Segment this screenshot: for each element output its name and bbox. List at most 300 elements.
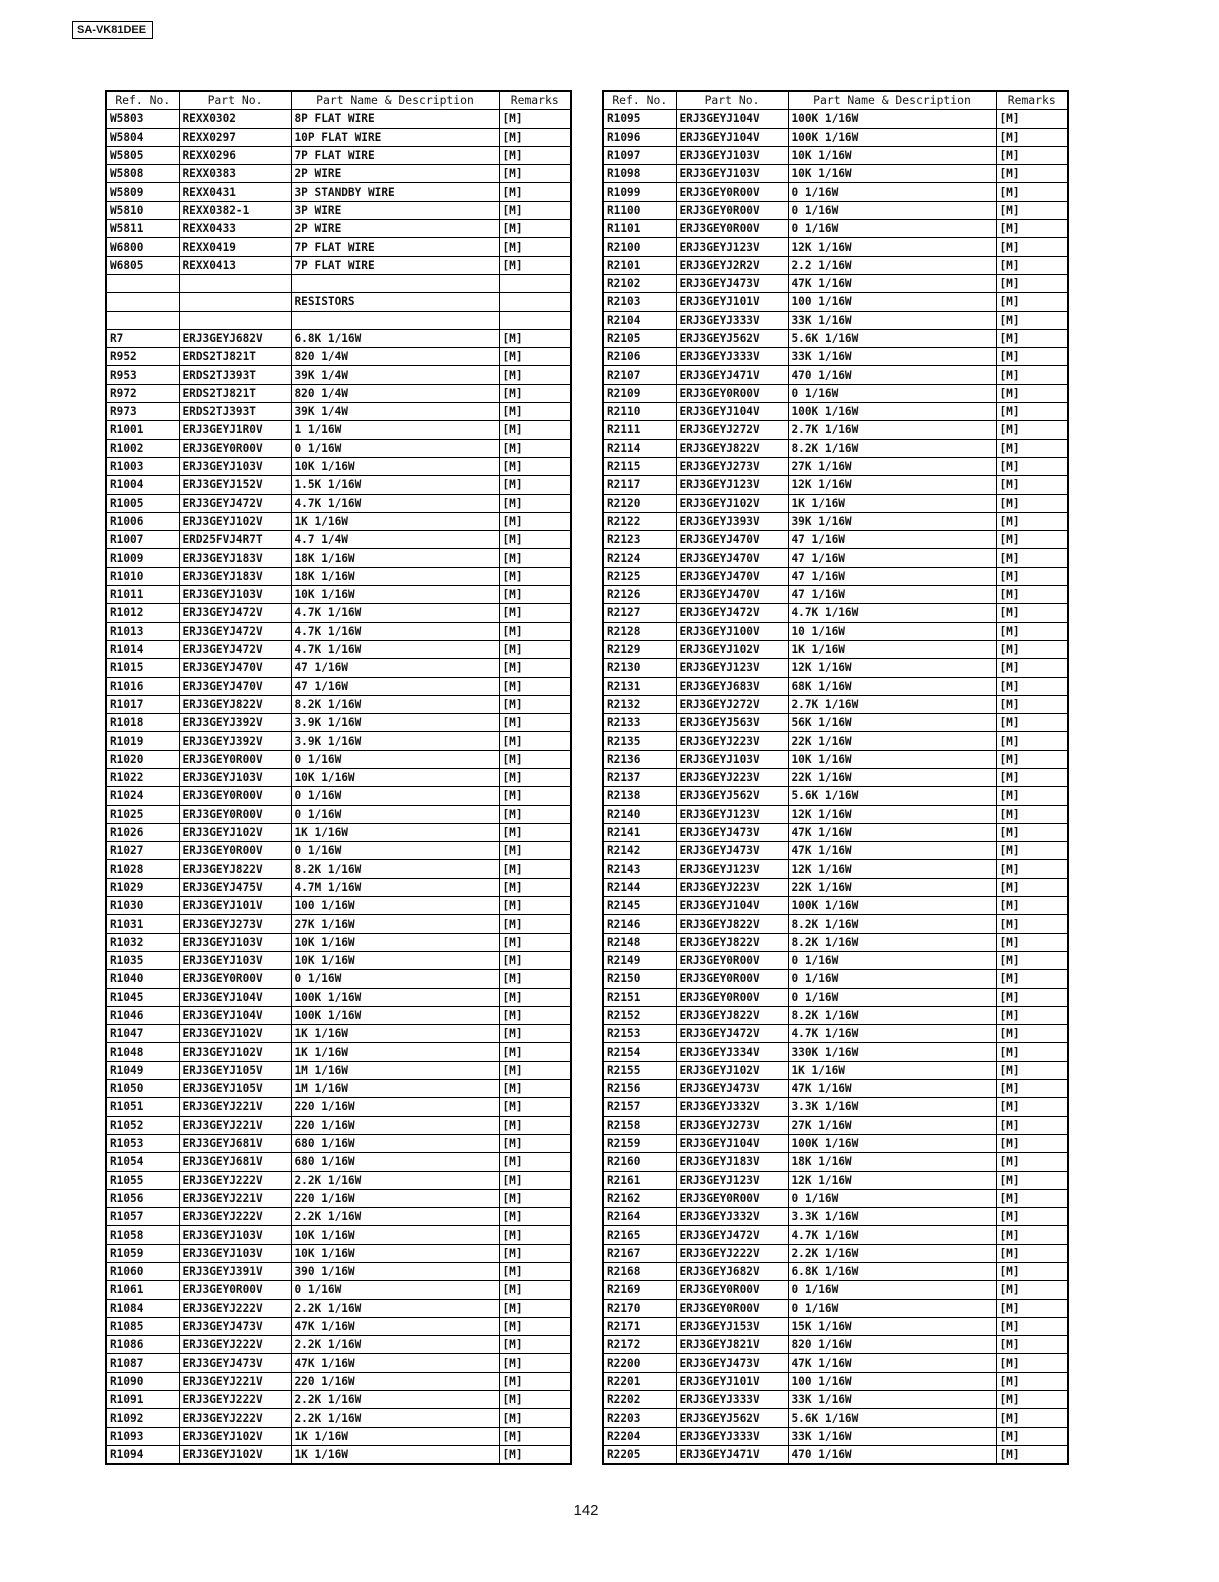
ref-no-cell: R1028 — [106, 860, 179, 878]
part-no-cell: ERJ3GEYJ473V — [676, 842, 788, 860]
ref-no-cell: R1092 — [106, 1409, 179, 1427]
remarks-cell: [M] — [996, 1153, 1068, 1171]
part-no-cell: ERJ3GEYJ472V — [179, 494, 291, 512]
remarks-cell: [M] — [499, 366, 571, 384]
ref-no-cell: R2172 — [603, 1336, 676, 1354]
ref-no-cell: R2162 — [603, 1189, 676, 1207]
part-no-cell: ERJ3GEY0R00V — [676, 988, 788, 1006]
table-row — [106, 1281, 571, 1299]
ref-no-cell: R2115 — [603, 457, 676, 475]
remarks-cell: [M] — [996, 220, 1068, 238]
table-row — [603, 695, 1068, 713]
ref-no-cell: R1015 — [106, 659, 179, 677]
ref-no-cell: R1003 — [106, 457, 179, 475]
ref-no-cell: R1058 — [106, 1226, 179, 1244]
remarks-cell: [M] — [996, 348, 1068, 366]
ref-no-cell: R1097 — [603, 146, 676, 164]
description-cell: 2.2K 1/16W — [788, 1244, 996, 1262]
remarks-cell: [M] — [499, 970, 571, 988]
part-no-cell: ERJ3GEYJ104V — [676, 897, 788, 915]
ref-no-cell: R1049 — [106, 1061, 179, 1079]
table-row — [106, 1153, 571, 1171]
ref-no-cell: R1012 — [106, 604, 179, 622]
table-row — [106, 640, 571, 658]
table-row — [603, 933, 1068, 951]
ref-no-cell — [106, 311, 179, 329]
remarks-cell: [M] — [996, 439, 1068, 457]
remarks-cell: [M] — [996, 1116, 1068, 1134]
description-cell: 8.2K 1/16W — [291, 860, 499, 878]
part-no-cell: ERJ3GEY0R00V — [676, 183, 788, 201]
ref-no-cell: R2137 — [603, 768, 676, 786]
ref-no-cell: R2114 — [603, 439, 676, 457]
description-cell: 47K 1/16W — [788, 1080, 996, 1098]
description-cell: 47K 1/16W — [788, 823, 996, 841]
table-row — [603, 988, 1068, 1006]
part-no-cell: ERJ3GEYJ123V — [676, 476, 788, 494]
table-row — [106, 366, 571, 384]
remarks-cell: [M] — [996, 1299, 1068, 1317]
remarks-cell: [M] — [996, 951, 1068, 969]
remarks-cell: [M] — [996, 146, 1068, 164]
remarks-cell: [M] — [996, 567, 1068, 585]
ref-no-cell: R2151 — [603, 988, 676, 1006]
ref-no-cell: R2202 — [603, 1391, 676, 1409]
remarks-cell: [M] — [996, 274, 1068, 292]
remarks-cell: [M] — [499, 1134, 571, 1152]
ref-no-cell: R2122 — [603, 512, 676, 530]
part-no-cell: ERJ3GEYJ123V — [676, 238, 788, 256]
table-row — [603, 878, 1068, 896]
ref-no-cell: R2201 — [603, 1372, 676, 1390]
table-row — [603, 329, 1068, 347]
description-cell: 470 1/16W — [788, 366, 996, 384]
ref-no-cell: R2154 — [603, 1043, 676, 1061]
part-no-cell: ERJ3GEYJ101V — [676, 1372, 788, 1390]
part-no-cell: ERJ3GEYJ392V — [179, 732, 291, 750]
table-row — [603, 1025, 1068, 1043]
description-cell: 100K 1/16W — [788, 128, 996, 146]
remarks-cell: [M] — [996, 1171, 1068, 1189]
part-no-cell: ERJ3GEYJ223V — [676, 878, 788, 896]
description-cell: 1K 1/16W — [291, 1025, 499, 1043]
part-no-cell — [179, 274, 291, 292]
table-row — [106, 860, 571, 878]
table-row — [603, 915, 1068, 933]
remarks-cell: [M] — [499, 567, 571, 585]
remarks-cell: [M] — [996, 677, 1068, 695]
part-no-cell: ERJ3GEYJ472V — [676, 1025, 788, 1043]
remarks-cell: [M] — [996, 531, 1068, 549]
remarks-cell: [M] — [996, 1263, 1068, 1281]
part-no-cell: ERJ3GEYJ103V — [676, 146, 788, 164]
part-no-cell: ERJ3GEYJ822V — [179, 860, 291, 878]
table-row — [106, 1244, 571, 1262]
part-no-cell: ERJ3GEYJ222V — [179, 1391, 291, 1409]
part-no-cell: ERJ3GEYJ473V — [676, 1080, 788, 1098]
description-cell: 27K 1/16W — [788, 1116, 996, 1134]
part-no-cell: ERJ3GEYJ334V — [676, 1043, 788, 1061]
remarks-cell: [M] — [499, 640, 571, 658]
remarks-cell: [M] — [996, 622, 1068, 640]
table-row — [106, 622, 571, 640]
ref-no-cell: R1098 — [603, 165, 676, 183]
description-cell: 2.2 1/16W — [788, 256, 996, 274]
ref-no-cell: R2160 — [603, 1153, 676, 1171]
table-row — [106, 110, 571, 128]
part-no-cell: ERJ3GEYJ101V — [179, 897, 291, 915]
remarks-cell: [M] — [499, 110, 571, 128]
remarks-cell: [M] — [499, 183, 571, 201]
part-no-cell: ERJ3GEYJ103V — [179, 951, 291, 969]
table-row — [106, 805, 571, 823]
ref-no-cell: R2148 — [603, 933, 676, 951]
table-row — [603, 1171, 1068, 1189]
description-cell: 33K 1/16W — [788, 311, 996, 329]
ref-no-cell: R1018 — [106, 714, 179, 732]
description-cell: 47 1/16W — [788, 549, 996, 567]
part-no-cell: ERJ3GEYJ123V — [676, 659, 788, 677]
remarks-cell: [M] — [499, 1025, 571, 1043]
table-row — [603, 293, 1068, 311]
description-cell: 100 1/16W — [291, 897, 499, 915]
remarks-cell: [M] — [499, 714, 571, 732]
model-label: SA-VK81DEE — [72, 21, 153, 39]
part-no-cell: ERJ3GEYJ472V — [676, 604, 788, 622]
table-row — [603, 476, 1068, 494]
description-cell: 100K 1/16W — [788, 897, 996, 915]
part-no-cell: ERJ3GEY0R00V — [179, 842, 291, 860]
part-no-cell: ERJ3GEYJ102V — [676, 1061, 788, 1079]
parts-table-left — [105, 90, 572, 1465]
header-part-name: Part Name & Description — [291, 91, 499, 110]
ref-no-cell: R2169 — [603, 1281, 676, 1299]
description-cell: 10K 1/16W — [788, 750, 996, 768]
ref-no-cell: R2171 — [603, 1317, 676, 1335]
table-row — [603, 1336, 1068, 1354]
ref-no-cell: R2144 — [603, 878, 676, 896]
ref-no-cell: R1027 — [106, 842, 179, 860]
ref-no-cell: R2142 — [603, 842, 676, 860]
part-no-cell: REXX0383 — [179, 165, 291, 183]
ref-no-cell: R2107 — [603, 366, 676, 384]
table-row — [603, 1372, 1068, 1390]
remarks-cell: [M] — [499, 1189, 571, 1207]
table-row — [603, 384, 1068, 402]
remarks-cell: [M] — [996, 842, 1068, 860]
remarks-cell: [M] — [996, 1189, 1068, 1207]
ref-no-cell: R2127 — [603, 604, 676, 622]
table-row — [106, 1208, 571, 1226]
table-row — [603, 1116, 1068, 1134]
table-row — [603, 1134, 1068, 1152]
ref-no-cell: R1059 — [106, 1244, 179, 1262]
ref-no-cell: R2140 — [603, 805, 676, 823]
ref-no-cell: R2204 — [603, 1427, 676, 1445]
table-row — [603, 1189, 1068, 1207]
description-cell: 47K 1/16W — [788, 1354, 996, 1372]
parts-table-right — [602, 90, 1069, 1465]
remarks-cell: [M] — [499, 622, 571, 640]
remarks-cell: [M] — [499, 439, 571, 457]
part-no-cell: ERJ3GEY0R00V — [179, 1281, 291, 1299]
table-row — [603, 1098, 1068, 1116]
ref-no-cell: R1004 — [106, 476, 179, 494]
ref-no-cell — [106, 274, 179, 292]
ref-no-cell: R2170 — [603, 1299, 676, 1317]
ref-no-cell: R2129 — [603, 640, 676, 658]
part-no-cell: ERJ3GEYJ104V — [676, 1134, 788, 1152]
description-cell: 3P STANDBY WIRE — [291, 183, 499, 201]
table-row — [603, 677, 1068, 695]
remarks-cell: [M] — [996, 384, 1068, 402]
ref-no-cell: R1035 — [106, 951, 179, 969]
description-cell: 1K 1/16W — [291, 1043, 499, 1061]
description-cell: 39K 1/16W — [788, 512, 996, 530]
table-row — [603, 567, 1068, 585]
description-cell: 10 1/16W — [788, 622, 996, 640]
remarks-cell: [M] — [499, 677, 571, 695]
part-no-cell: ERJ3GEYJ183V — [179, 567, 291, 585]
description-cell: 2.2K 1/16W — [291, 1391, 499, 1409]
table-row — [106, 897, 571, 915]
table-row — [106, 1354, 571, 1372]
table-row — [603, 732, 1068, 750]
part-no-cell: ERJ3GEYJ332V — [676, 1098, 788, 1116]
table-row — [603, 457, 1068, 475]
part-no-cell: REXX0433 — [179, 220, 291, 238]
description-cell: RESISTORS — [291, 293, 499, 311]
description-cell: 1K 1/16W — [291, 512, 499, 530]
table-row — [106, 1336, 571, 1354]
table-row — [106, 732, 571, 750]
part-no-cell: ERJ3GEYJ222V — [179, 1171, 291, 1189]
remarks-cell: [M] — [996, 128, 1068, 146]
part-no-cell: ERJ3GEYJ103V — [179, 586, 291, 604]
ref-no-cell: R973 — [106, 403, 179, 421]
description-cell: 2P WIRE — [291, 220, 499, 238]
description-cell: 47 1/16W — [788, 586, 996, 604]
table-row — [603, 659, 1068, 677]
ref-no-cell: R1100 — [603, 201, 676, 219]
description-cell: 1K 1/16W — [291, 823, 499, 841]
table-row — [106, 695, 571, 713]
ref-no-cell: R1005 — [106, 494, 179, 512]
description-cell: 10K 1/16W — [291, 586, 499, 604]
remarks-cell: [M] — [996, 1226, 1068, 1244]
ref-no-cell: R2155 — [603, 1061, 676, 1079]
table-row — [106, 1189, 571, 1207]
table-row — [106, 1226, 571, 1244]
table-row — [106, 1391, 571, 1409]
part-no-cell: ERJ3GEYJ470V — [676, 531, 788, 549]
description-cell: 18K 1/16W — [291, 567, 499, 585]
description-cell: 2.7K 1/16W — [788, 695, 996, 713]
ref-no-cell: R2136 — [603, 750, 676, 768]
table-row — [106, 476, 571, 494]
ref-no-cell: R2165 — [603, 1226, 676, 1244]
remarks-cell: [M] — [996, 732, 1068, 750]
description-cell: 7P FLAT WIRE — [291, 146, 499, 164]
remarks-cell: [M] — [499, 531, 571, 549]
part-no-cell: ERJ3GEYJ103V — [179, 768, 291, 786]
table-row — [106, 274, 571, 292]
ref-no-cell: R1099 — [603, 183, 676, 201]
ref-no-cell: R2120 — [603, 494, 676, 512]
description-cell: 33K 1/16W — [788, 1427, 996, 1445]
ref-no-cell: R1056 — [106, 1189, 179, 1207]
description-cell: 1K 1/16W — [788, 1061, 996, 1079]
description-cell: 47K 1/16W — [788, 274, 996, 292]
remarks-cell: [M] — [499, 256, 571, 274]
table-row — [603, 860, 1068, 878]
remarks-cell: [M] — [499, 1226, 571, 1244]
description-cell: 2.2K 1/16W — [291, 1171, 499, 1189]
table-row — [603, 549, 1068, 567]
ref-no-cell: R1090 — [106, 1372, 179, 1390]
description-cell: 0 1/16W — [788, 201, 996, 219]
table-row — [106, 567, 571, 585]
ref-no-cell: R7 — [106, 329, 179, 347]
remarks-cell: [M] — [499, 1061, 571, 1079]
description-cell: 100 1/16W — [788, 1372, 996, 1390]
part-no-cell: ERJ3GEYJ103V — [676, 750, 788, 768]
table-row — [106, 768, 571, 786]
table-row — [106, 549, 571, 567]
part-no-cell: ERJ3GEYJ470V — [676, 549, 788, 567]
table-row — [603, 1409, 1068, 1427]
table-row — [106, 1372, 571, 1390]
table-row — [603, 256, 1068, 274]
table-row — [603, 823, 1068, 841]
remarks-cell: [M] — [996, 1372, 1068, 1390]
remarks-cell: [M] — [499, 1098, 571, 1116]
page-number: 142 — [573, 1502, 599, 1519]
remarks-cell: [M] — [996, 695, 1068, 713]
table-row — [603, 1226, 1068, 1244]
description-cell: 6.8K 1/16W — [291, 329, 499, 347]
description-cell: 5.6K 1/16W — [788, 787, 996, 805]
ref-no-cell: R1057 — [106, 1208, 179, 1226]
part-no-cell: ERJ3GEYJ473V — [179, 1317, 291, 1335]
description-cell: 4.7K 1/16W — [788, 1025, 996, 1043]
ref-no-cell: R2117 — [603, 476, 676, 494]
remarks-cell: [M] — [996, 1336, 1068, 1354]
ref-no-cell: R2126 — [603, 586, 676, 604]
description-cell: 0 1/16W — [291, 970, 499, 988]
ref-no-cell: R1060 — [106, 1263, 179, 1281]
remarks-cell: [M] — [499, 1354, 571, 1372]
remarks-cell: [M] — [996, 1134, 1068, 1152]
remarks-cell: [M] — [499, 1372, 571, 1390]
ref-no-cell: R1096 — [603, 128, 676, 146]
description-cell: 10K 1/16W — [291, 933, 499, 951]
description-cell: 10K 1/16W — [291, 1226, 499, 1244]
table-row — [603, 897, 1068, 915]
remarks-cell: [M] — [499, 1043, 571, 1061]
table-row — [603, 1006, 1068, 1024]
remarks-cell: [M] — [996, 897, 1068, 915]
description-cell: 18K 1/16W — [788, 1153, 996, 1171]
description-cell: 0 1/16W — [788, 1299, 996, 1317]
ref-no-cell: R2135 — [603, 732, 676, 750]
table-row — [106, 165, 571, 183]
table-header-row — [106, 91, 571, 110]
ref-no-cell: R1025 — [106, 805, 179, 823]
table-row — [106, 1427, 571, 1445]
description-cell: 4.7K 1/16W — [291, 640, 499, 658]
description-cell: 2P WIRE — [291, 165, 499, 183]
table-header-row — [603, 91, 1068, 110]
remarks-cell: [M] — [996, 293, 1068, 311]
part-no-cell: ERJ3GEY0R00V — [676, 951, 788, 969]
part-no-cell: ERJ3GEYJ222V — [179, 1208, 291, 1226]
part-no-cell: ERJ3GEYJ102V — [179, 1025, 291, 1043]
remarks-cell: [M] — [499, 128, 571, 146]
part-no-cell: ERJ3GEYJ183V — [179, 549, 291, 567]
ref-no-cell: R2156 — [603, 1080, 676, 1098]
table-row — [106, 128, 571, 146]
table-row — [106, 915, 571, 933]
remarks-cell: [M] — [499, 494, 571, 512]
part-no-cell: ERJ3GEYJ102V — [179, 1427, 291, 1445]
part-no-cell: ERJ3GEYJ105V — [179, 1061, 291, 1079]
part-no-cell: ERJ3GEYJ103V — [179, 457, 291, 475]
ref-no-cell: R2100 — [603, 238, 676, 256]
description-cell: 0 1/16W — [291, 842, 499, 860]
remarks-cell: [M] — [996, 238, 1068, 256]
description-cell: 220 1/16W — [291, 1098, 499, 1116]
remarks-cell: [M] — [996, 787, 1068, 805]
part-no-cell: ERJ3GEYJ123V — [676, 1171, 788, 1189]
description-cell: 0 1/16W — [788, 220, 996, 238]
ref-no-cell: W6805 — [106, 256, 179, 274]
part-no-cell — [179, 311, 291, 329]
remarks-cell: [M] — [499, 1427, 571, 1445]
remarks-cell: [M] — [499, 201, 571, 219]
part-no-cell: ERJ3GEY0R00V — [676, 384, 788, 402]
part-no-cell: ERJ3GEYJ472V — [179, 640, 291, 658]
table-row — [106, 677, 571, 695]
description-cell — [291, 274, 499, 292]
table-row — [106, 823, 571, 841]
remarks-cell: [M] — [996, 988, 1068, 1006]
description-cell: 39K 1/4W — [291, 403, 499, 421]
ref-no-cell: R1019 — [106, 732, 179, 750]
remarks-cell: [M] — [996, 512, 1068, 530]
remarks-cell: [M] — [499, 329, 571, 347]
part-no-cell: ERJ3GEYJ473V — [676, 823, 788, 841]
ref-no-cell: W5804 — [106, 128, 179, 146]
ref-no-cell: R1007 — [106, 531, 179, 549]
description-cell: 0 1/16W — [788, 988, 996, 1006]
header-part-name: Part Name & Description — [788, 91, 996, 110]
part-no-cell: ERJ3GEYJ473V — [179, 1354, 291, 1372]
remarks-cell: [M] — [499, 1336, 571, 1354]
remarks-cell: [M] — [499, 842, 571, 860]
remarks-cell: [M] — [996, 714, 1068, 732]
table-row — [106, 1116, 571, 1134]
remarks-cell: [M] — [499, 750, 571, 768]
table-row — [603, 604, 1068, 622]
description-cell: 10K 1/16W — [788, 146, 996, 164]
remarks-cell: [M] — [499, 1263, 571, 1281]
table-row — [106, 384, 571, 402]
remarks-cell: [M] — [499, 933, 571, 951]
ref-no-cell: R1017 — [106, 695, 179, 713]
description-cell: 4.7K 1/16W — [291, 604, 499, 622]
part-no-cell: ERJ3GEYJ822V — [676, 1006, 788, 1024]
